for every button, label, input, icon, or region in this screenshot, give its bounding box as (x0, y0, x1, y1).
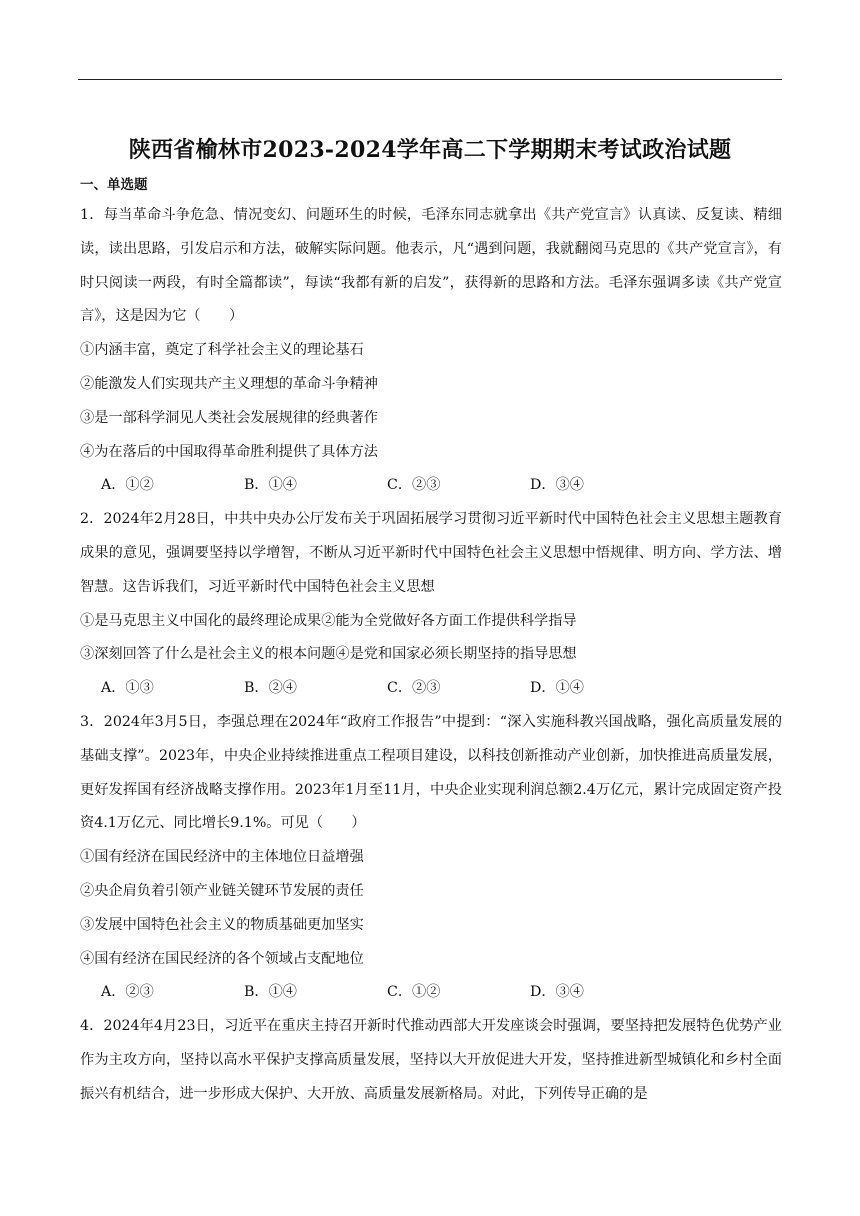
question-1 (80, 199, 782, 503)
statement: ①国有经济在国民经济中的主体地位日益增强 (80, 849, 364, 866)
question-number: 3． (80, 713, 104, 730)
question-2 (80, 503, 782, 706)
statement: ②央企肩负着引领产业链关键环节发展的责任 (80, 882, 364, 899)
statement: ①内涵丰富，奠定了科学社会主义的理论基石 (80, 342, 364, 359)
question-stem (80, 1010, 782, 1111)
answer-choices (80, 976, 782, 1010)
question-list (80, 199, 782, 1112)
choice-d: D．③④ (530, 984, 584, 1001)
question-text: 2024年2月28日，中共中央办公厅发布关于巩固拓展学习贯彻习近平新时代中国特色社会主义思想主题教育成果的意见，强调要坚持以学增智，不断从习近平新时代中国特色社会主义思想中悟规律、明方向、学方法、增智慧。这告诉我们，习近平新时代中国特色社会主义思想 (80, 511, 782, 595)
choice-a: A．①③ (101, 680, 154, 697)
answer-choices (80, 469, 782, 503)
statement: ④国有经济在国民经济的各个领域占支配地位 (80, 950, 364, 967)
choice-d: D．③④ (530, 477, 584, 494)
choice-d: D．①④ (530, 680, 584, 697)
choice-b: B．①④ (244, 984, 297, 1001)
question-stem (80, 199, 782, 334)
statement: ③是一部科学洞见人类社会发展规律的经典著作 (80, 409, 378, 426)
question-3 (80, 706, 782, 1010)
question-text: 2024年4月23日，习近平在重庆主持召开新时代推动西部大开发座谈会时强调，要坚持把发展特色优势产业作为主攻方向，坚持以高水平保护支撑高质量发展，坚持以大开放促进大开发，坚持推进新型城镇化和乡村全面振兴有机结合，进一步形成大保护、大开放、高质量发展新格局。对此，下列传导正确的是 (80, 1018, 782, 1102)
statement: ④为在落后的中国取得革命胜利提供了具体方法 (80, 443, 378, 460)
choice-a: A．①② (101, 477, 154, 494)
question-number: 1． (80, 207, 104, 223)
section-heading: 一、单选题 (80, 177, 148, 193)
answer-choices (80, 672, 782, 706)
statement: ③深刻回答了什么是社会主义的根本问题④是党和国家必须长期坚持的指导思想 (80, 646, 577, 663)
choice-c: C．②③ (387, 477, 441, 494)
statement: ②能激发人们实现共产主义理想的革命斗争精神 (80, 375, 378, 392)
question-number: 4． (80, 1018, 104, 1035)
question-stem (80, 706, 782, 841)
question-4 (80, 1010, 782, 1111)
question-text: 2024年3月5日，李强总理在2024年“政府工作报告”中提到：“深入实施科教兴国战略，强化高质量发展的基础支撑”。2023年，中央企业持续推进重点工程项目建设，以科技创新推动产业创新，加快推进高质量发展，更好发挥国有经济战略支撑作用。2023年1月至11月，中央企业实现利润总额2.4万亿元，累计完成固定资产投资4.1万亿元、同比增长9.1%。可见（ ） (80, 713, 783, 832)
question-text: 每当革命斗争危急、情况变幻、问题环生的时候，毛泽东同志就拿出《共产党宣言》认真读、反复读、精细读，读出思路，引发启示和方法，破解实际问题。他表示，凡“遇到问题，我就翻阅马克思的《共产党宣言》，有时只阅读一两段，有时全篇都读”，每读“我都有新的启发”，获得新的思路和方法。毛泽东强调多读《共产党宣言》，这是因为它（ ） (80, 207, 782, 325)
document-title: 陕西省榆林市2023-2024学年高二下学期期末考试政治试题 (128, 137, 732, 163)
statement: ①是马克思主义中国化的最终理论成果②能为全党做好各方面工作提供科学指导 (80, 612, 577, 629)
choice-a: A．②③ (101, 984, 154, 1001)
statement: ③发展中国特色社会主义的物质基础更加坚实 (80, 916, 364, 933)
choice-c: C．①② (387, 984, 441, 1001)
choice-b: B．②④ (244, 680, 297, 697)
choice-c: C．②③ (387, 680, 441, 697)
choice-b: B．①④ (244, 477, 297, 494)
question-number: 2． (80, 511, 104, 528)
header-rule (78, 79, 782, 80)
question-stem (80, 503, 782, 604)
